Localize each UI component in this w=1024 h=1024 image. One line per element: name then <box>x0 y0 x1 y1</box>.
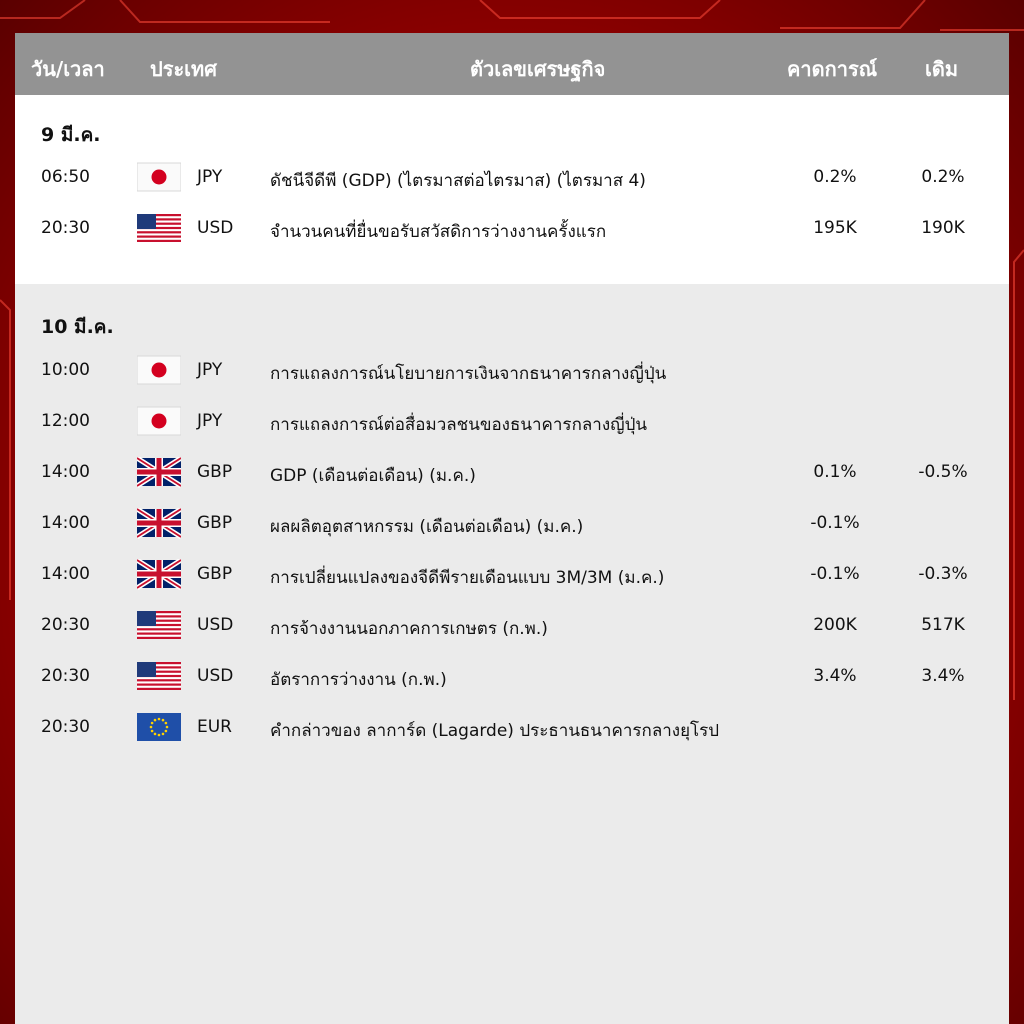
table-row <box>15 454 1009 494</box>
previous-value: 517K <box>921 615 965 635</box>
forecast-value: 195K <box>813 218 857 238</box>
table-row <box>15 352 1009 392</box>
event-name: ดัชนีจีดีพี (GDP) (ไตรมาสต่อไตรมาส) (ไตรมาส 4) <box>270 171 646 191</box>
event-time: 10:00 <box>41 360 90 380</box>
previous-value: 190K <box>921 218 965 238</box>
table-row <box>15 505 1009 545</box>
currency-code: GBP <box>197 564 233 584</box>
header-previous: เดิม <box>925 57 959 81</box>
uk-flag-icon <box>137 559 181 590</box>
event-time: 20:30 <box>41 717 90 737</box>
forecast-value: 0.2% <box>813 167 857 187</box>
previous-value: 0.2% <box>921 167 965 187</box>
event-name: การเปลี่ยนแปลงของจีดีพีรายเดือนแบบ 3M/3M (ม.ค.) <box>270 568 665 588</box>
previous-value: -0.3% <box>918 564 968 584</box>
table-row <box>15 607 1009 647</box>
previous-value: 3.4% <box>921 666 965 686</box>
section-date: 10 มี.ค. <box>41 316 114 338</box>
event-name: จำนวนคนที่ยื่นขอรับสวัสดิการว่างงานครั้งแรก <box>270 222 607 242</box>
japan-flag-icon <box>137 355 181 386</box>
eu-flag-icon <box>137 712 181 743</box>
table-row <box>15 658 1009 698</box>
event-time: 12:00 <box>41 411 90 431</box>
event-time: 20:30 <box>41 666 90 686</box>
table-header <box>15 33 1009 95</box>
currency-code: JPY <box>197 411 223 431</box>
currency-code: GBP <box>197 462 233 482</box>
event-name: การแถลงการณ์นโยบายการเงินจากธนาคารกลางญี่ปุ่น <box>270 364 667 384</box>
event-time: 20:30 <box>41 218 90 238</box>
event-name: ผลผลิตอุตสาหกรรม (เดือนต่อเดือน) (ม.ค.) <box>270 517 584 537</box>
header-forecast: คาดการณ์ <box>787 57 878 81</box>
event-name: การแถลงการณ์ต่อสื่อมวลชนของธนาคารกลางญี่ปุ่น <box>270 415 648 435</box>
currency-code: JPY <box>197 360 223 380</box>
forecast-value: 200K <box>813 615 857 635</box>
forecast-value: 0.1% <box>813 462 857 482</box>
economic-calendar-card <box>15 33 1009 1024</box>
event-name: GDP (เดือนต่อเดือน) (ม.ค.) <box>270 466 476 486</box>
event-time: 06:50 <box>41 167 90 187</box>
event-time: 14:00 <box>41 564 90 584</box>
us-flag-icon <box>137 213 181 244</box>
header-country: ประเทศ <box>150 57 217 81</box>
forecast-value: 3.4% <box>813 666 857 686</box>
currency-code: USD <box>197 218 234 238</box>
header-datetime: วัน/เวลา <box>31 57 105 81</box>
event-name: คำกล่าวของ ลาการ์ด (Lagarde) ประธานธนาคารกลางยุโรป <box>270 721 720 741</box>
table-row <box>15 709 1009 749</box>
uk-flag-icon <box>137 457 181 488</box>
section-date: 9 มี.ค. <box>41 124 101 146</box>
currency-code: EUR <box>197 717 232 737</box>
us-flag-icon <box>137 610 181 641</box>
uk-flag-icon <box>137 508 181 539</box>
event-name: อัตราการว่างงาน (ก.พ.) <box>270 670 447 690</box>
currency-code: GBP <box>197 513 233 533</box>
japan-flag-icon <box>137 162 181 193</box>
day-section-1 <box>15 95 1009 284</box>
event-name: การจ้างงานนอกภาคการเกษตร (ก.พ.) <box>270 619 548 639</box>
header-indicator: ตัวเลขเศรษฐกิจ <box>470 57 606 81</box>
event-time: 20:30 <box>41 615 90 635</box>
table-row <box>15 210 1009 250</box>
event-time: 14:00 <box>41 462 90 482</box>
us-flag-icon <box>137 661 181 692</box>
japan-flag-icon <box>137 406 181 437</box>
table-row <box>15 556 1009 596</box>
day-section-2 <box>15 284 1009 1024</box>
previous-value: -0.5% <box>918 462 968 482</box>
forecast-value: -0.1% <box>810 513 860 533</box>
currency-code: USD <box>197 615 234 635</box>
event-time: 14:00 <box>41 513 90 533</box>
currency-code: USD <box>197 666 234 686</box>
table-row <box>15 403 1009 443</box>
currency-code: JPY <box>197 167 223 187</box>
table-row <box>15 159 1009 199</box>
forecast-value: -0.1% <box>810 564 860 584</box>
